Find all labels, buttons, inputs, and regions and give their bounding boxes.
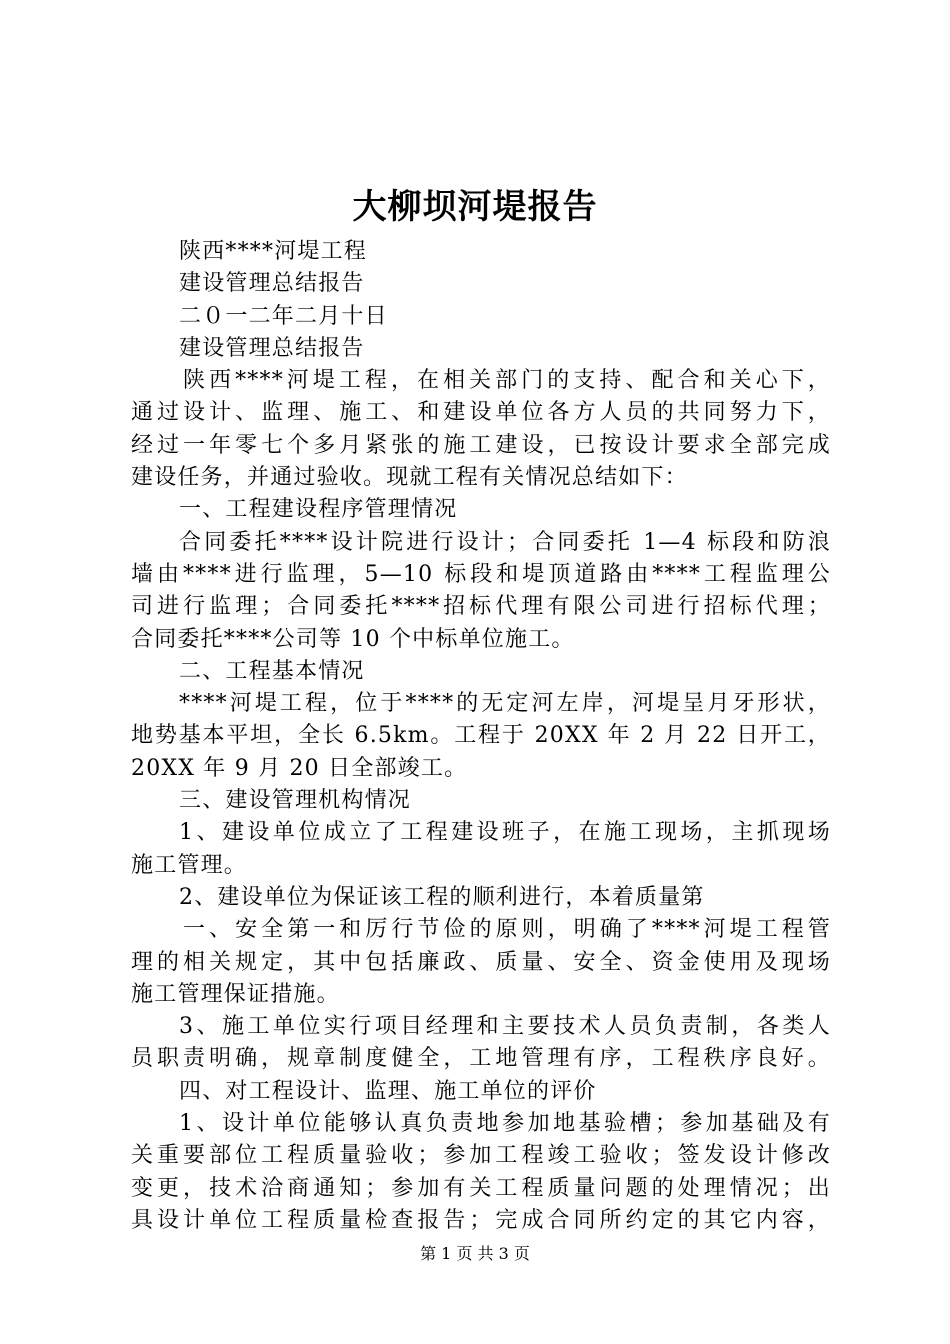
text-line: 施工管理。 [131,852,248,878]
section-heading: 一、工程建设程序管理情况 [179,497,458,523]
text-line: ****河堤工程，位于****的无定河左岸，河堤呈月牙形状， [179,691,831,717]
text-line: 关重要部位工程质量验收；参加工程竣工验收；签发设计修改 [131,1143,831,1169]
section-heading: 三、建设管理机构情况 [179,788,412,814]
document-title: 大柳坝河堤报告 [352,187,598,227]
text-line: 合同委托****设计院进行设计；合同委托 1—4 标段和防浪 [179,529,831,555]
text-line: 1、设计单位能够认真负责地参加地基验槽；参加基础及有 [179,1111,831,1137]
text-line: 具设计单位工程质量检查报告；完成合同所约定的其它内容， [131,1207,831,1233]
document-body [131,236,831,1237]
text-line: 通过设计、监理、施工、和建设单位各方人员的共同努力下， [131,400,831,426]
text-line: 陕西****河堤工程，在相关部门的支持、配合和关心下， [183,368,831,394]
text-line: 墙由****进行监理，5—10 标段和堤顶道路由****工程监理公 [131,561,831,587]
text-line: 一、安全第一和厉行节俭的原则，明确了****河堤工程管 [183,917,831,943]
text-line: 2、建设单位为保证该工程的顺利进行，本着质量第 [179,884,705,910]
text-line: 陕西****河堤工程 [179,239,368,264]
section-heading: 二、工程基本情况 [179,658,365,684]
text-line: 建设管理总结报告 [179,335,365,361]
text-line: 3、施工单位实行项目经理和主要技术人员负责制，各类人 [179,1014,831,1040]
text-line: 二０一二年二月十日 [179,303,388,329]
text-line: 1、建设单位成立了工程建设班子，在施工现场，主抓现场 [179,820,831,846]
text-line: 施工管理保证措施。 [131,981,340,1007]
text-line: 经过一年零七个多月紧张的施工建设，已按设计要求全部完成 [131,432,831,458]
text-line: 员职责明确，规章制度健全，工地管理有序，工程秩序良好。 [131,1046,831,1072]
section-heading: 四、对工程设计、监理、施工单位的评价 [179,1078,597,1104]
text-line: 20XX 年 9 月 20 日全部竣工。 [131,755,468,781]
text-line: 建设任务，并通过验收。现就工程有关情况总结如下： [131,465,688,491]
text-line: 司进行监理；合同委托****招标代理有限公司进行招标代理； [131,594,831,620]
text-line: 合同委托****公司等 10 个中标单位施工。 [131,626,575,652]
page-footer: 第 1 页 共 3 页 [420,1244,530,1263]
text-line: 地势基本平坦，全长 6.5km。工程于 20XX 年 2 月 22 日开工， [131,723,831,749]
text-line: 变更，技术洽商通知；参加有关工程质量问题的处理情况；出 [131,1175,831,1201]
text-line: 建设管理总结报告 [179,271,365,297]
text-line: 理的相关规定，其中包括廉政、质量、安全、资金使用及现场 [131,949,831,975]
